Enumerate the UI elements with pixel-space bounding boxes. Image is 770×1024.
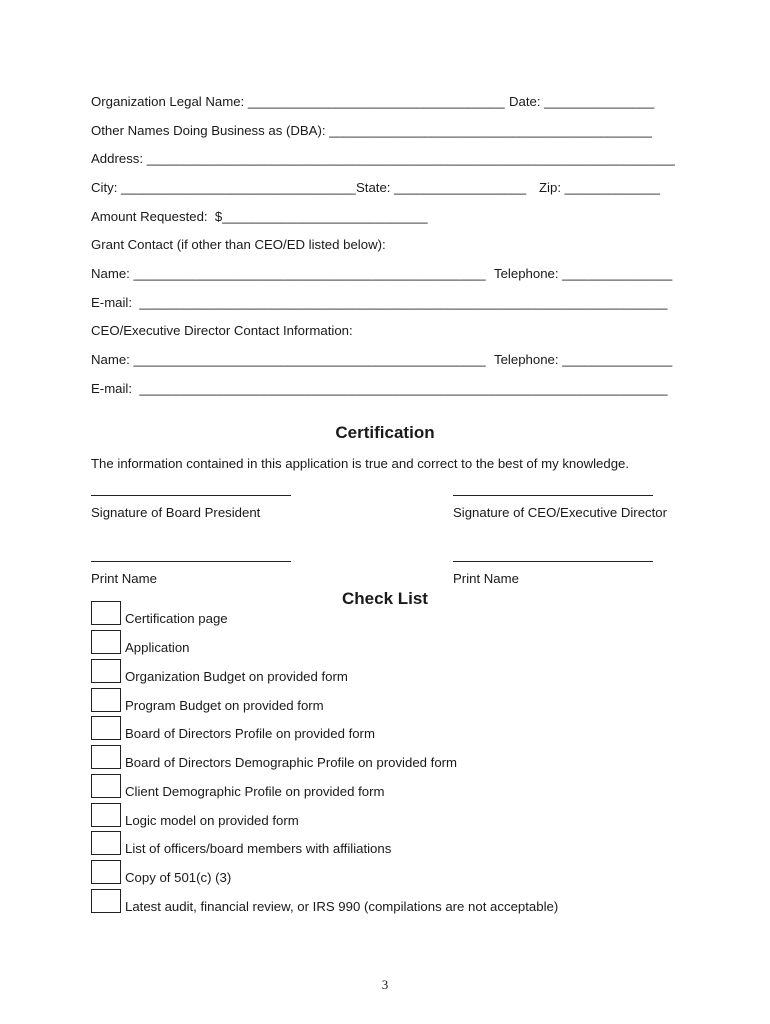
checklist-item-label: Latest audit, financial review, or IRS 990 (compilations are not acceptable) xyxy=(125,899,559,914)
ceo-print-name-line[interactable] xyxy=(453,561,653,562)
checkbox[interactable] xyxy=(91,688,121,712)
dba-row xyxy=(91,123,652,139)
ceo-email-field[interactable]: E-mail: ________________________________________________________________________ xyxy=(91,381,668,396)
board-print-name-line[interactable] xyxy=(91,561,291,562)
zip-field[interactable]: Zip: _____________ xyxy=(539,180,660,195)
checkbox[interactable] xyxy=(91,889,121,913)
city-state-zip-row xyxy=(91,180,660,196)
address-row xyxy=(91,151,675,167)
grant-phone-field[interactable]: Telephone: _______________ xyxy=(494,266,673,281)
checklist-title: Check List xyxy=(342,589,428,608)
ceo-email-row xyxy=(91,381,667,397)
ceo-contact-heading: CEO/Executive Director Contact Information: xyxy=(91,323,353,338)
ceo-phone-field[interactable]: Telephone: _______________ xyxy=(494,352,673,367)
checklist-item-label: Logic model on provided form xyxy=(125,813,299,828)
checklist-item-label: Organization Budget on provided form xyxy=(125,669,348,684)
board-signature-label: Signature of Board President xyxy=(91,505,261,520)
address-field[interactable]: Address: ________________________________________________________________________ xyxy=(91,151,675,166)
amount-field[interactable]: Amount Requested: $____________________________ xyxy=(91,209,428,224)
amount-row xyxy=(91,209,428,225)
board-signature-line[interactable] xyxy=(91,495,291,496)
ceo-signature-label: Signature of CEO/Executive Director xyxy=(453,505,668,520)
checkbox[interactable] xyxy=(91,860,121,884)
board-print-name-block xyxy=(91,561,291,587)
checklist-item-label: Certification page xyxy=(125,611,228,626)
checklist-item-label: Board of Directors Demographic Profile on provided form xyxy=(125,755,458,770)
date-field[interactable]: Date: _______________ xyxy=(509,94,655,109)
grant-contact-heading: Grant Contact (if other than CEO/ED listed below): xyxy=(91,237,386,252)
checkbox[interactable] xyxy=(91,803,121,827)
checkbox[interactable] xyxy=(91,745,121,769)
state-field[interactable]: State: __________________ xyxy=(356,180,527,195)
ceo-signature-line[interactable] xyxy=(453,495,653,496)
grant-name-row xyxy=(91,266,673,282)
dba-field[interactable]: Other Names Doing Business as (DBA): ____________________________________________ xyxy=(91,123,652,138)
ceo-name-field[interactable]: Name: ________________________________________________ xyxy=(91,352,486,367)
checklist-item-label: Copy of 501(c) (3) xyxy=(125,870,232,885)
checklist-item-label: Program Budget on provided form xyxy=(125,698,324,713)
certification-statement: The information contained in this application is true and correct to the best of my knowledge. xyxy=(91,456,630,471)
checklist-item-label: Board of Directors Profile on provided form xyxy=(125,726,375,741)
page-number: 3 xyxy=(381,977,389,992)
city-field[interactable]: City: ________________________________ xyxy=(91,180,356,195)
org-name-row xyxy=(91,94,655,110)
board-print-name-label: Print Name xyxy=(91,571,157,586)
org-name-field[interactable]: Organization Legal Name: ___________________________________ xyxy=(91,94,505,109)
checkbox[interactable] xyxy=(91,601,121,625)
checklist-item-label: Client Demographic Profile on provided form xyxy=(125,784,385,799)
ceo-print-name-label: Print Name xyxy=(453,571,519,586)
board-signature-block xyxy=(91,495,291,521)
grant-name-field[interactable]: Name: ________________________________________________ xyxy=(91,266,486,281)
grant-email-field[interactable]: E-mail: ________________________________________________________________________ xyxy=(91,295,668,310)
ceo-signature-block xyxy=(453,495,667,521)
grant-email-row xyxy=(91,295,667,311)
checklist-item-label: List of officers/board members with affiliations xyxy=(125,841,392,856)
checkbox[interactable] xyxy=(91,659,121,683)
ceo-print-name-block xyxy=(453,561,653,587)
ceo-name-row xyxy=(91,352,673,368)
checkbox[interactable] xyxy=(91,831,121,855)
checklist-item-label: Application xyxy=(125,640,190,655)
checkbox[interactable] xyxy=(91,716,121,740)
certification-title: Certification xyxy=(335,423,435,442)
checkbox[interactable] xyxy=(91,774,121,798)
checkbox[interactable] xyxy=(91,630,121,654)
